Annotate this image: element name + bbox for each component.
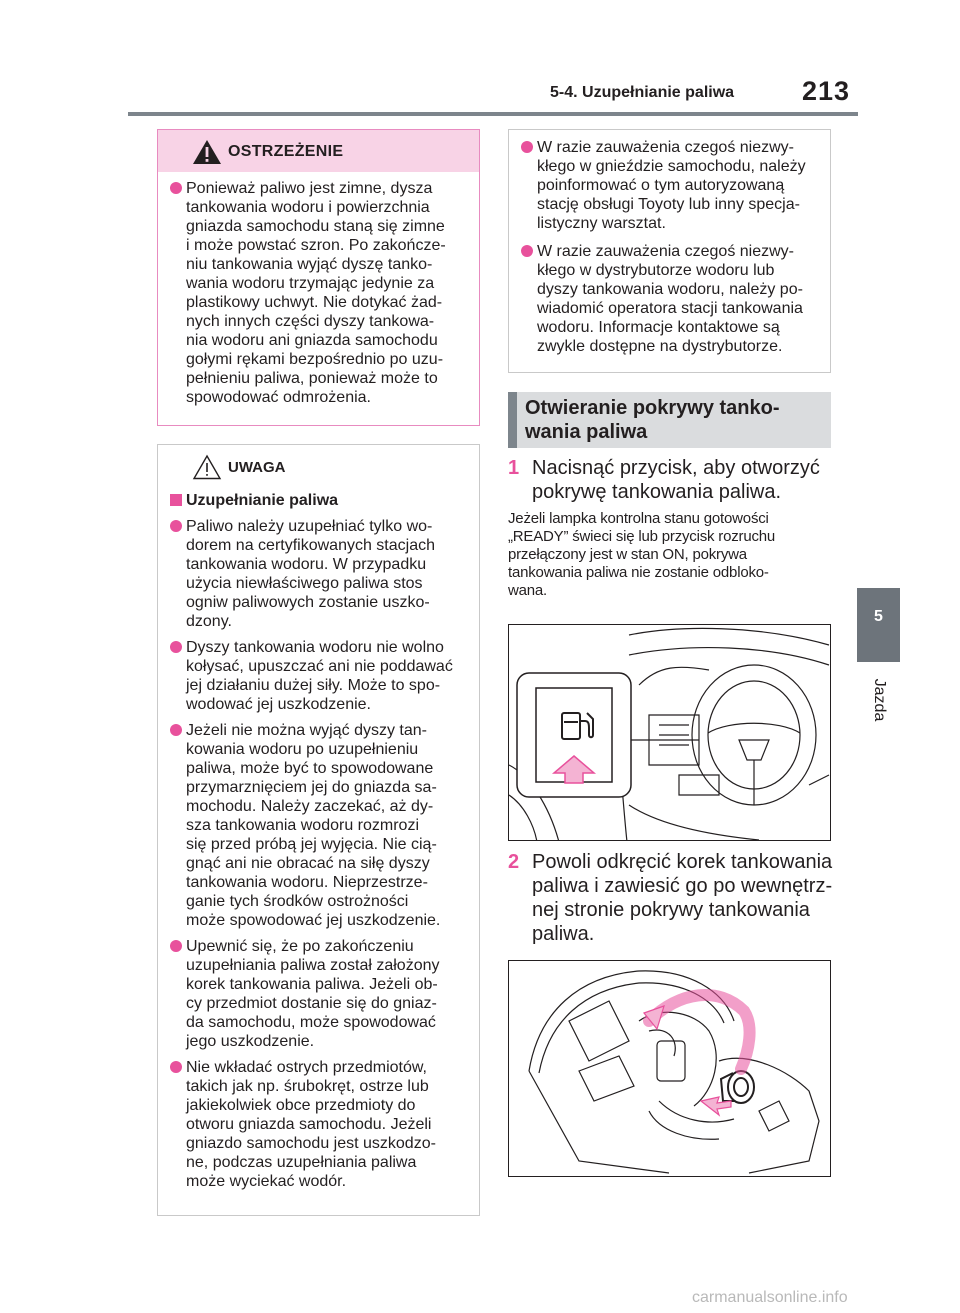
notice-line: tankowania wodoru. Nieprzestrze- xyxy=(186,874,428,891)
bullet-icon xyxy=(170,724,182,736)
pull-arrow-icon xyxy=(701,1097,731,1115)
warning-line: i może powstać szron. Po zakończe- xyxy=(186,237,446,254)
fuel-cap-icon xyxy=(721,1071,754,1103)
step-2: 2 Powoli odkręcić korek tankowania paliwa i zawiesić go po wewnętrz- nej stronie pokrywy tankowania paliwa. xyxy=(508,851,833,945)
notice-header xyxy=(158,445,479,487)
warning-line: spowodować odmrożenia. xyxy=(186,389,371,406)
notice-line: wodować jej uszkodzenie. xyxy=(186,696,371,713)
notice-line: gniazdo samochodu jest uszkodzo- xyxy=(186,1135,436,1152)
notice-line: Paliwo należy uzupełniać tylko wo- xyxy=(186,518,433,535)
step-number: 2 xyxy=(508,851,520,873)
info-line: zwykle dostępne na dystrybutorze. xyxy=(537,338,783,355)
notice-line: dzony. xyxy=(186,613,232,630)
note-paragraph: Jeżeli lampka kontrolna stanu gotowości „READY” świeci się lub przycisk rozruchu przełączony jest w stan ON, pokrywa tankowania paliwa nie zostanie odbloko- wana. xyxy=(508,510,776,599)
info-line: wiadomić operatora stacji tankowania xyxy=(537,300,803,317)
warning-line: niu tankowania wyjąć dyszę tanko- xyxy=(186,256,433,273)
watermark: carmanualsonline.info xyxy=(692,1289,848,1306)
notice-line: dorem na certyfikowanych stacjach xyxy=(186,537,435,554)
notice-line: otworu gniazda samochodu. Jeżeli xyxy=(186,1116,432,1133)
warning-line: gniazda samochodu staną się zimne xyxy=(186,218,445,235)
notice-line: gnąć ani nie obracać na siłę dyszy xyxy=(186,855,430,872)
notice-line: uzupełniania paliwa został założony xyxy=(186,957,440,974)
info-line: dyszy tankowania wodoru, należy po- xyxy=(537,281,803,298)
notice-line: Nie wkładać ostrych przedmiotów, xyxy=(186,1059,427,1076)
warning-line: tankowania wodoru i powierzchnia xyxy=(186,199,430,216)
notice-line: użycia niewłaściwego paliwa stos xyxy=(186,575,423,592)
notice-line: Dyszy tankowania wodoru nie wolno xyxy=(186,639,444,656)
warning-line: wania wodoru trzymając jedynie za xyxy=(186,275,435,292)
bullet-icon xyxy=(170,520,182,532)
notice-item xyxy=(164,937,473,1051)
notice-line: może spowodować jej uszkodzenie. xyxy=(186,912,441,929)
notice-line: jego uszkodzenie. xyxy=(186,1033,315,1050)
bullet-icon xyxy=(170,641,182,653)
chapter-tab[interactable]: 5 xyxy=(857,588,900,662)
notice-item xyxy=(164,721,473,930)
info-line: W razie zauważenia czegoś niezwy- xyxy=(537,243,794,260)
chapter-label: Jazda xyxy=(871,678,888,722)
info-box xyxy=(508,129,831,373)
info-line: listyczny warsztat. xyxy=(537,215,666,232)
notice-line: da samochodu, może spowodować xyxy=(186,1014,436,1031)
notice-line: takich jak np. śrubokręt, ostrze lub xyxy=(186,1078,429,1095)
info-line: stację obsługi Toyoty lub inny specja- xyxy=(537,196,800,213)
notice-line: kołysać, upuszczać ani nie poddawać xyxy=(186,658,453,675)
notice-line: korek tankowania paliwa. Jeżeli ob- xyxy=(186,976,438,993)
notice-line: się przed próbą jej wyjęcia. Nie cią- xyxy=(186,836,437,853)
section-heading: Otwieranie pokrywy tanko- wania paliwa xyxy=(508,392,831,448)
figure-fuel-cap xyxy=(508,960,831,1177)
section-title: 5-4. Uzupełnianie paliwa xyxy=(550,84,735,101)
info-line: kłego w dystrybutorze wodoru lub xyxy=(537,262,775,279)
notice-subheading: Uzupełnianie paliwa xyxy=(164,491,473,510)
page-number: 213 xyxy=(802,76,851,106)
notice-box xyxy=(157,444,480,1216)
step-1: 1 Nacisnąć przycisk, aby otworzyć pokrywę tankowania paliwa. xyxy=(508,457,820,503)
step-number: 1 xyxy=(508,457,520,479)
notice-line: jej działaniu dużej siły. Może to spo- xyxy=(186,677,441,694)
info-line: kłego w gnieździe samochodu, należy xyxy=(537,158,806,175)
warning-line: nia wodoru ani gniazda samochodu xyxy=(186,332,438,349)
notice-line: ne, podczas uzupełniania paliwa xyxy=(186,1154,417,1171)
figure-fuel-door-button xyxy=(508,624,831,841)
bullet-icon xyxy=(170,940,182,952)
warning-line: pełnieniu paliwa, ponieważ może to xyxy=(186,370,438,387)
notice-line: tankowania wodoru. W przypadku xyxy=(186,556,427,573)
info-line: W razie zauważenia czegoś niezwy- xyxy=(537,139,794,156)
notice-line: może wyciekać wodór. xyxy=(186,1173,347,1190)
bullet-icon xyxy=(170,1061,182,1073)
info-line: wodoru. Informacje kontaktowe są xyxy=(537,319,780,336)
warning-item xyxy=(164,179,473,407)
notice-item xyxy=(164,517,473,631)
warning-line: gołymi rękami bezpośrednio po uzu- xyxy=(186,351,444,368)
notice-line: przymarznięciem jej do gniazda sa- xyxy=(186,779,437,796)
notice-line: mochodu. Należy zaczekać, aż dy- xyxy=(186,798,434,815)
notice-line: Upewnić się, że po zakończeniu xyxy=(186,938,414,955)
notice-line: cy przedmiot dostanie się do gniaz- xyxy=(186,995,437,1012)
bullet-icon xyxy=(170,182,182,194)
notice-line: kowania wodoru po uzupełnieniu xyxy=(186,741,419,758)
notice-line: jakiekolwiek obce przedmioty do xyxy=(186,1097,416,1114)
square-bullet-icon xyxy=(170,494,182,506)
notice-line: ogniw paliwowych zostanie uszko- xyxy=(186,594,430,611)
warning-title: OSTRZEŻENIE xyxy=(228,143,344,160)
info-item xyxy=(515,242,824,356)
notice-line: sza tankowania wodoru rozmrozi xyxy=(186,817,419,834)
header-divider xyxy=(128,112,858,116)
notice-line: Jeżeli nie można wyjąć dyszy tan- xyxy=(186,722,427,739)
warning-header xyxy=(158,130,479,172)
bullet-icon xyxy=(521,245,533,257)
notice-item xyxy=(164,1058,473,1191)
warning-line: nych innych części dyszy tankowa- xyxy=(186,313,435,330)
notice-title: UWAGA xyxy=(228,459,286,476)
info-item xyxy=(515,138,824,233)
warning-box xyxy=(157,129,480,426)
warning-line: plastikowy uchwyt. Nie dotykać żad- xyxy=(186,294,443,311)
info-line: poinformować o tym autoryzowaną xyxy=(537,177,785,194)
warning-line: Ponieważ paliwo jest zimne, dysza xyxy=(186,180,433,197)
notice-item xyxy=(164,638,473,714)
bullet-icon xyxy=(521,141,533,153)
warning-triangle-icon xyxy=(192,139,222,165)
notice-line: paliwa, może być to spowodowane xyxy=(186,760,434,777)
notice-line: ganie tych środków ostrożności xyxy=(186,893,409,910)
caution-triangle-icon xyxy=(192,454,222,480)
